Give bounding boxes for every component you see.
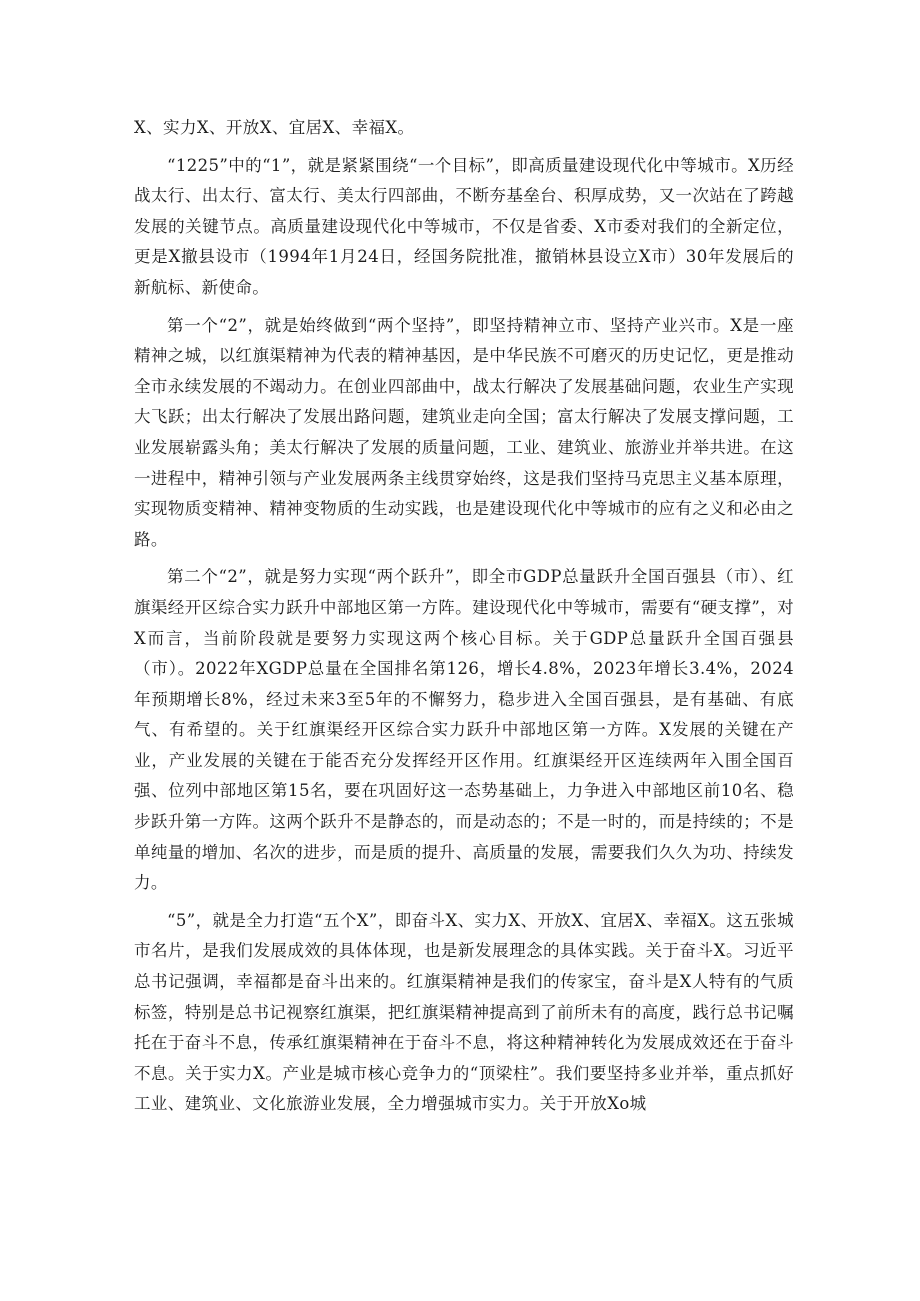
paragraph-two-persistences: 第一个“2”，就是始终做到“两个坚持”，即坚持精神立市、坚持产业兴市。X是一座精神之城，以红旗渠精神为代表的精神基因，是中华民族不可磨灭的历史记忆，更是推动全市永续发展的不竭动力。在创业四部曲中，战太行解决了发展基础问题，农业生产实现大飞跃；出太行解决了发展出路问题，建筑业走向全国；富太行解决了发展支撑问题，工业发展崭露头角；美太行解决了发展的质量问题，工业、建筑业、旅游业并举共进。在这一进程中，精神引领与产业发展两条主线贯穿始终，这是我们坚持马克思主义基本原理，实现物质变精神、精神变物质的生动实践，也是建设现代化中等城市的应有之义和必由之路。 [134,315,794,549]
paragraph-one-goal: “1225”中的“1”，就是紧紧围绕“一个目标”，即高质量建设现代化中等城市。X历经战太行、出太行、富太行、美太行四部曲，不断夯基垒台、积厚成势，又一次站在了跨越发展的关键节点。高质量建设现代化中等城市，不仅是省委、X市委对我们的全新定位，更是X撤县设市（1994年1月24日，经国务院批准，撤销林县设立X市）30年发展后的新航标、新使命。 [134,155,794,297]
document-body [134,113,794,1127]
paragraph-continuation: X、实力X、开放X、宜居X、幸福X。 [134,118,415,137]
paragraph-five-x: “5”，就是全力打造“五个X”，即奋斗X、实力X、开放X、宜居X、幸福X。这五张城市名片，是我们发展成效的具体体现，也是新发展理念的具体实践。关于奋斗X。习近平总书记强调，幸福都是奋斗出来的。红旗渠精神是我们的传家宝，奋斗是X人特有的气质标签，特别是总书记视察红旗渠，把红旗渠精神提高到了前所未有的高度，践行总书记嘱托在于奋斗不息，传承红旗渠精神在于奋斗不息，将这种精神转化为发展成效还在于奋斗不息。关于实力X。产业是城市核心竞争力的“顶梁柱”。我们要坚持多业并举，重点抓好工业、建筑业、文化旅游业发展，全力增强城市实力。关于开放Xo城 [134,910,794,1114]
paragraph-two-leaps: 第二个“2”，就是努力实现“两个跃升”，即全市GDP总量跃升全国百强县（市）、红旗渠经开区综合实力跃升中部地区第一方阵。建设现代化中等城市，需要有“硬支撑”，对X而言，当前阶段就是要努力实现这两个核心目标。关于GDP总量跃升全国百强县（市）。2022年XGDP总量在全国排名第126，增长4.8%，2023年增长3.4%，2024年预期增长8%，经过未来3至5年的不懈努力，稳步进入全国百强县，是有基础、有底气、有希望的。关于红旗渠经开区综合实力跃升中部地区第一方阵。X发展的关键在产业，产业发展的关键在于能否充分发挥经开区作用。红旗渠经开区连续两年入围全国百强、位列中部地区第15名，要在巩固好这一态势基础上，力争进入中部地区前10名、稳步跃升第一方阵。这两个跃升不是静态的，而是动态的；不是一时的，而是持续的；不是单纯量的增加、名次的进步，而是质的提升、高质量的发展，需要我们久久为功、持续发力。 [134,567,794,893]
